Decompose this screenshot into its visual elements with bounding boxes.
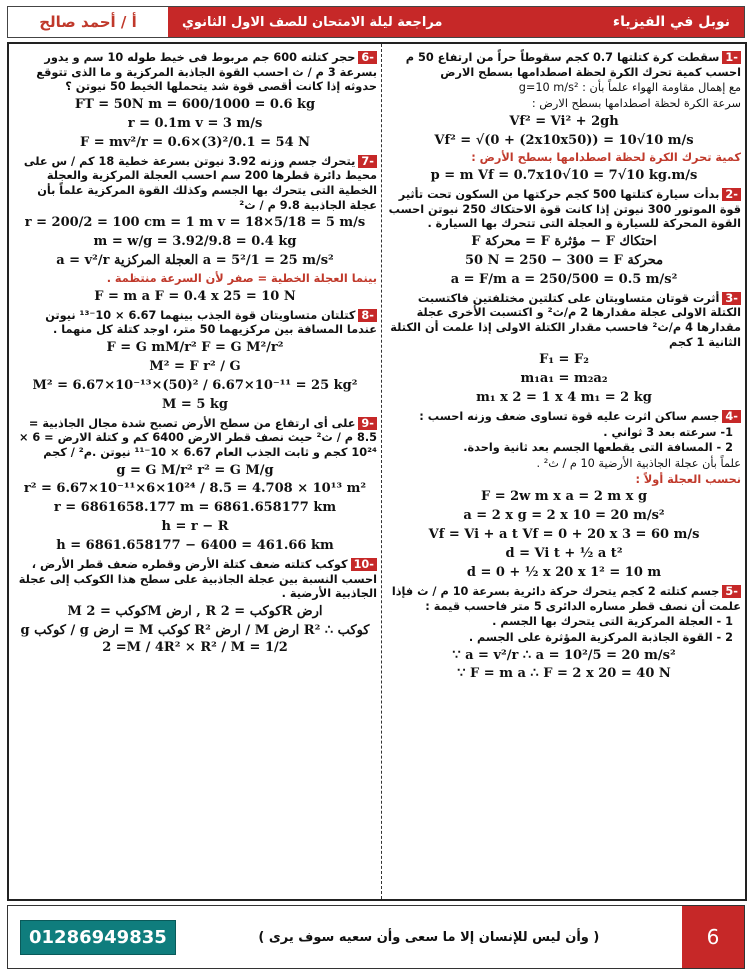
equation: Vf² = Vi² + 2gh xyxy=(509,113,619,129)
author-name: أ / أحمد صالح xyxy=(8,7,168,37)
equation: M كوكب = 2M ارض , R كوكب = 2R ارض xyxy=(67,604,323,619)
question-number: -4 xyxy=(722,410,741,423)
equation: M² = 6.67×10⁻¹³×(50)² / 6.67×10⁻¹¹ = 25 kg² xyxy=(32,377,358,393)
equation: M = 5 kg xyxy=(161,396,228,412)
subject-title: نوبل في الفيزياء xyxy=(612,14,730,30)
equation: ∵ F = m a ∴ F = 2 x 20 = 40 N xyxy=(457,666,671,682)
question-number: -10 xyxy=(351,558,377,571)
question-number: -8 xyxy=(358,309,377,322)
worksheet-page xyxy=(3,2,747,976)
question-number: -2 xyxy=(722,188,741,201)
footer-bar xyxy=(7,905,745,969)
question xyxy=(13,155,377,214)
right-column xyxy=(387,48,741,895)
equation: g كوكب / g ارض = M كوكب R² ارض / M ارض R² كوكب ∴ = 2M / 4R² × R² / M = 1/2 xyxy=(20,622,370,655)
text-line: سرعة الكرة لحظة اصطدامها بسطح الارض : xyxy=(531,97,741,111)
equation: h = r − R xyxy=(161,519,229,535)
question-text: على أى ارتفاع من سطح الأرض تصبح شدة مجال الجاذبية = 8.5 م / ث² حيث نصف قطر الارض 6400 كم و كتلة الارض = 6 × 10²⁴ كجم و ثابت الجذب العام 6.67 × 10⁻¹¹ نيوتن .م² / كجم xyxy=(18,416,377,459)
question-text: كوكب كتلته ضعف كتلة الأرض وقطره ضعف قطر الأرض ، احسب النسبة بين عجلة الجاذبية على سطح هذا الكوكب إلى عجلة الجاذبية الأرضية . xyxy=(18,557,377,601)
equation: d = 0 + ½ x 20 x 1² = 10 m xyxy=(466,565,662,580)
question-number: -5 xyxy=(722,585,741,598)
question-number: -6 xyxy=(358,51,377,64)
equation: r = 200/2 = 100 cm = 1 m v = 18×5/18 = 5 m/s xyxy=(24,215,366,231)
equation: F = 2w m x a = 2 m x g xyxy=(480,489,648,505)
footer-verse: ( وأن ليس للإنسان إلا ما سعى وأن سعيه سوف يرى ) xyxy=(258,929,600,945)
equation: p = m Vf = 0.7x10√10 = 7√10 kg.m/s xyxy=(430,168,698,184)
question xyxy=(13,417,377,461)
equation: Vf = Vi + a t Vf = 0 + 20 x 3 = 60 m/s xyxy=(428,527,700,543)
question-number: -3 xyxy=(722,292,741,305)
question xyxy=(387,51,741,80)
equation: 50 N = 250 − 300 = F محركة xyxy=(464,252,664,268)
question-number: -7 xyxy=(358,155,377,168)
left-column xyxy=(13,48,377,895)
equation: Vf² = √(0 + (2x10x50)) = 10√10 m/s xyxy=(434,132,694,148)
question-text: بدأت سيارة كتلتها 500 كجم حركتها من السكون تحت تأثير قوة الموتور 300 نيوتن إذا كانت قوة الاحتكاك 250 نيوتن احسب القوة المحركة للسيارة و العجلة التى تتحرك بها السيارة . xyxy=(388,188,741,231)
header-bar xyxy=(7,6,745,38)
equation: a = 2 x g = 2 x 10 = 20 m/s² xyxy=(463,508,665,524)
question xyxy=(387,292,741,351)
sub-question: 2 - القوة الجاذبة المركزية المؤثرة على الجسم . xyxy=(468,630,733,644)
equation: F₁ = F₂ xyxy=(539,352,589,368)
question-number: -9 xyxy=(358,417,377,430)
equation: r = 0.1m v = 3 m/s xyxy=(127,115,263,131)
question-text: يتحرك جسم وزنه 3.92 نيوتن بسرعة خطية 18 كم / س على محيط دائرة قطرها 200 سم احسب العجلة المركزية والعجلة الخطية التى يتحرك بها الجسم وكذلك القوة المركزية علماً بأن عجلة الجاذبية 9.8 م / ث² xyxy=(23,154,377,212)
question-text: جسم كتلته 2 كجم يتحرك حركة دائرية بسرعة 10 م / ث فإذا علمت أن نصف قطر مساره الدائرى 5 متر فاحسب قيمة : xyxy=(391,584,741,613)
equation: ∵ a = v²/r ∴ a = 10²/5 = 20 m/s² xyxy=(452,647,676,663)
equation: d = Vi t + ½ a t² xyxy=(505,546,623,562)
question xyxy=(13,51,377,95)
question xyxy=(13,558,377,602)
question-text: أثرت قوتان متساويتان على كتلتين مختلفتين فاكتسبت الكتلة الاولى عجلة مقدارها 2 م/ث² و اكتسبت الأخرى عجلة مقدارها 4 م/ث² فاحسب مقدار الكتلة الاولى إذا علمت أن الكتلة الثانية 1 كجم xyxy=(390,291,741,349)
equation: m₁ x 2 = 1 x 4 m₁ = 2 kg xyxy=(476,390,652,406)
question-number: -1 xyxy=(722,51,741,64)
equation: h = 6861.658177 − 6400 = 461.66 km xyxy=(56,538,334,554)
question xyxy=(13,309,377,338)
equation: a = v²/r العجلة المركزية a = 5²/1 = 25 m/s² xyxy=(56,253,334,269)
equation: F محركة = F مؤثرة − F احتكاك xyxy=(471,234,657,250)
equation: F = G mM/r² F = G M²/r² xyxy=(106,339,284,355)
question-text: سقطت كرة كتلتها 0.7 كجم سقوطاً حراً من ارتفاع 50 م احسب كمية تحرك الكرة لحظة اصطدامها بسطح الارض xyxy=(405,51,741,79)
question-text: كتلتان متساويتان قوة الجذب بينهما 6.67 × 10⁻¹³ نيوتن عندما المسافة بين مركزيهما 50 متر، اوجد كتلة كل منهما . xyxy=(45,308,377,337)
equation: g = G M/r² r² = G M/g xyxy=(116,462,274,478)
highlight-note: كمية تحرك الكرة لحظة اصطدامها بسطح الأرض : xyxy=(471,151,741,165)
highlight-note: بينما العجلة الخطية = صفر لأن السرعة منتظمة . xyxy=(106,272,377,286)
equation: FT = 50N m = 600/1000 = 0.6 kg xyxy=(74,97,316,113)
sub-question: 1- سرعته بعد 3 ثواني . xyxy=(603,425,733,439)
content-panel xyxy=(7,42,747,901)
equation: F = mv²/r = 0.6×(3)²/0.1 = 54 N xyxy=(79,134,311,150)
equation: m = w/g = 3.92/9.8 = 0.4 kg xyxy=(93,234,297,250)
sub-question: 2 - المسافة التى يقطعها الجسم بعد ثانية واحدة. xyxy=(463,441,733,455)
equation: r² = 6.67×10⁻¹¹×6×10²⁴ / 8.5 = 4.708 × 10¹³ m² xyxy=(23,481,367,497)
question-text: جسم ساكن اثرت عليه قوة تساوى ضعف وزنه احسب : xyxy=(419,410,720,424)
phone-number: 01286949835 xyxy=(20,920,176,955)
equation: r = 6861658.177 m = 6861.658177 km xyxy=(53,500,337,516)
question xyxy=(387,585,741,614)
sub-question: 1 - العجلة المركزية التى يتحرك بها الجسم . xyxy=(492,615,733,629)
text-line: علماً بأن عجلة الجاذبية الأرضية 10 م / ث² . xyxy=(536,457,741,471)
highlight-note: نحسب العجلة أولاً : xyxy=(635,472,741,486)
question-text: حجر كتلته 600 جم مربوط فى خيط طوله 10 سم و يدور بسرعة 3 م / ث احسب القوة الجاذبة المركزية و ما الذى تتوقع حدوثه إذا كانت أقصى قوة شد يتحملها الخيط 50 نيوتن ؟ xyxy=(36,51,377,94)
question xyxy=(387,410,741,425)
column-divider xyxy=(381,44,382,899)
equation: F = m a F = 0.4 x 25 = 10 N xyxy=(94,288,296,304)
page-title: مراجعة ليلة الامتحان للصف الاول الثانوي xyxy=(182,14,443,30)
equation: m₁a₁ = m₂a₂ xyxy=(520,371,608,387)
page-number: 6 xyxy=(682,906,744,968)
header-band xyxy=(168,7,744,37)
equation: a = F/m a = 250/500 = 0.5 m/s² xyxy=(450,271,678,287)
equation: M² = F r² / G xyxy=(149,358,241,374)
text-line: مع إهمال مقاومة الهواء علماً بأن : g=10 m/s² xyxy=(518,81,741,95)
question xyxy=(387,188,741,232)
